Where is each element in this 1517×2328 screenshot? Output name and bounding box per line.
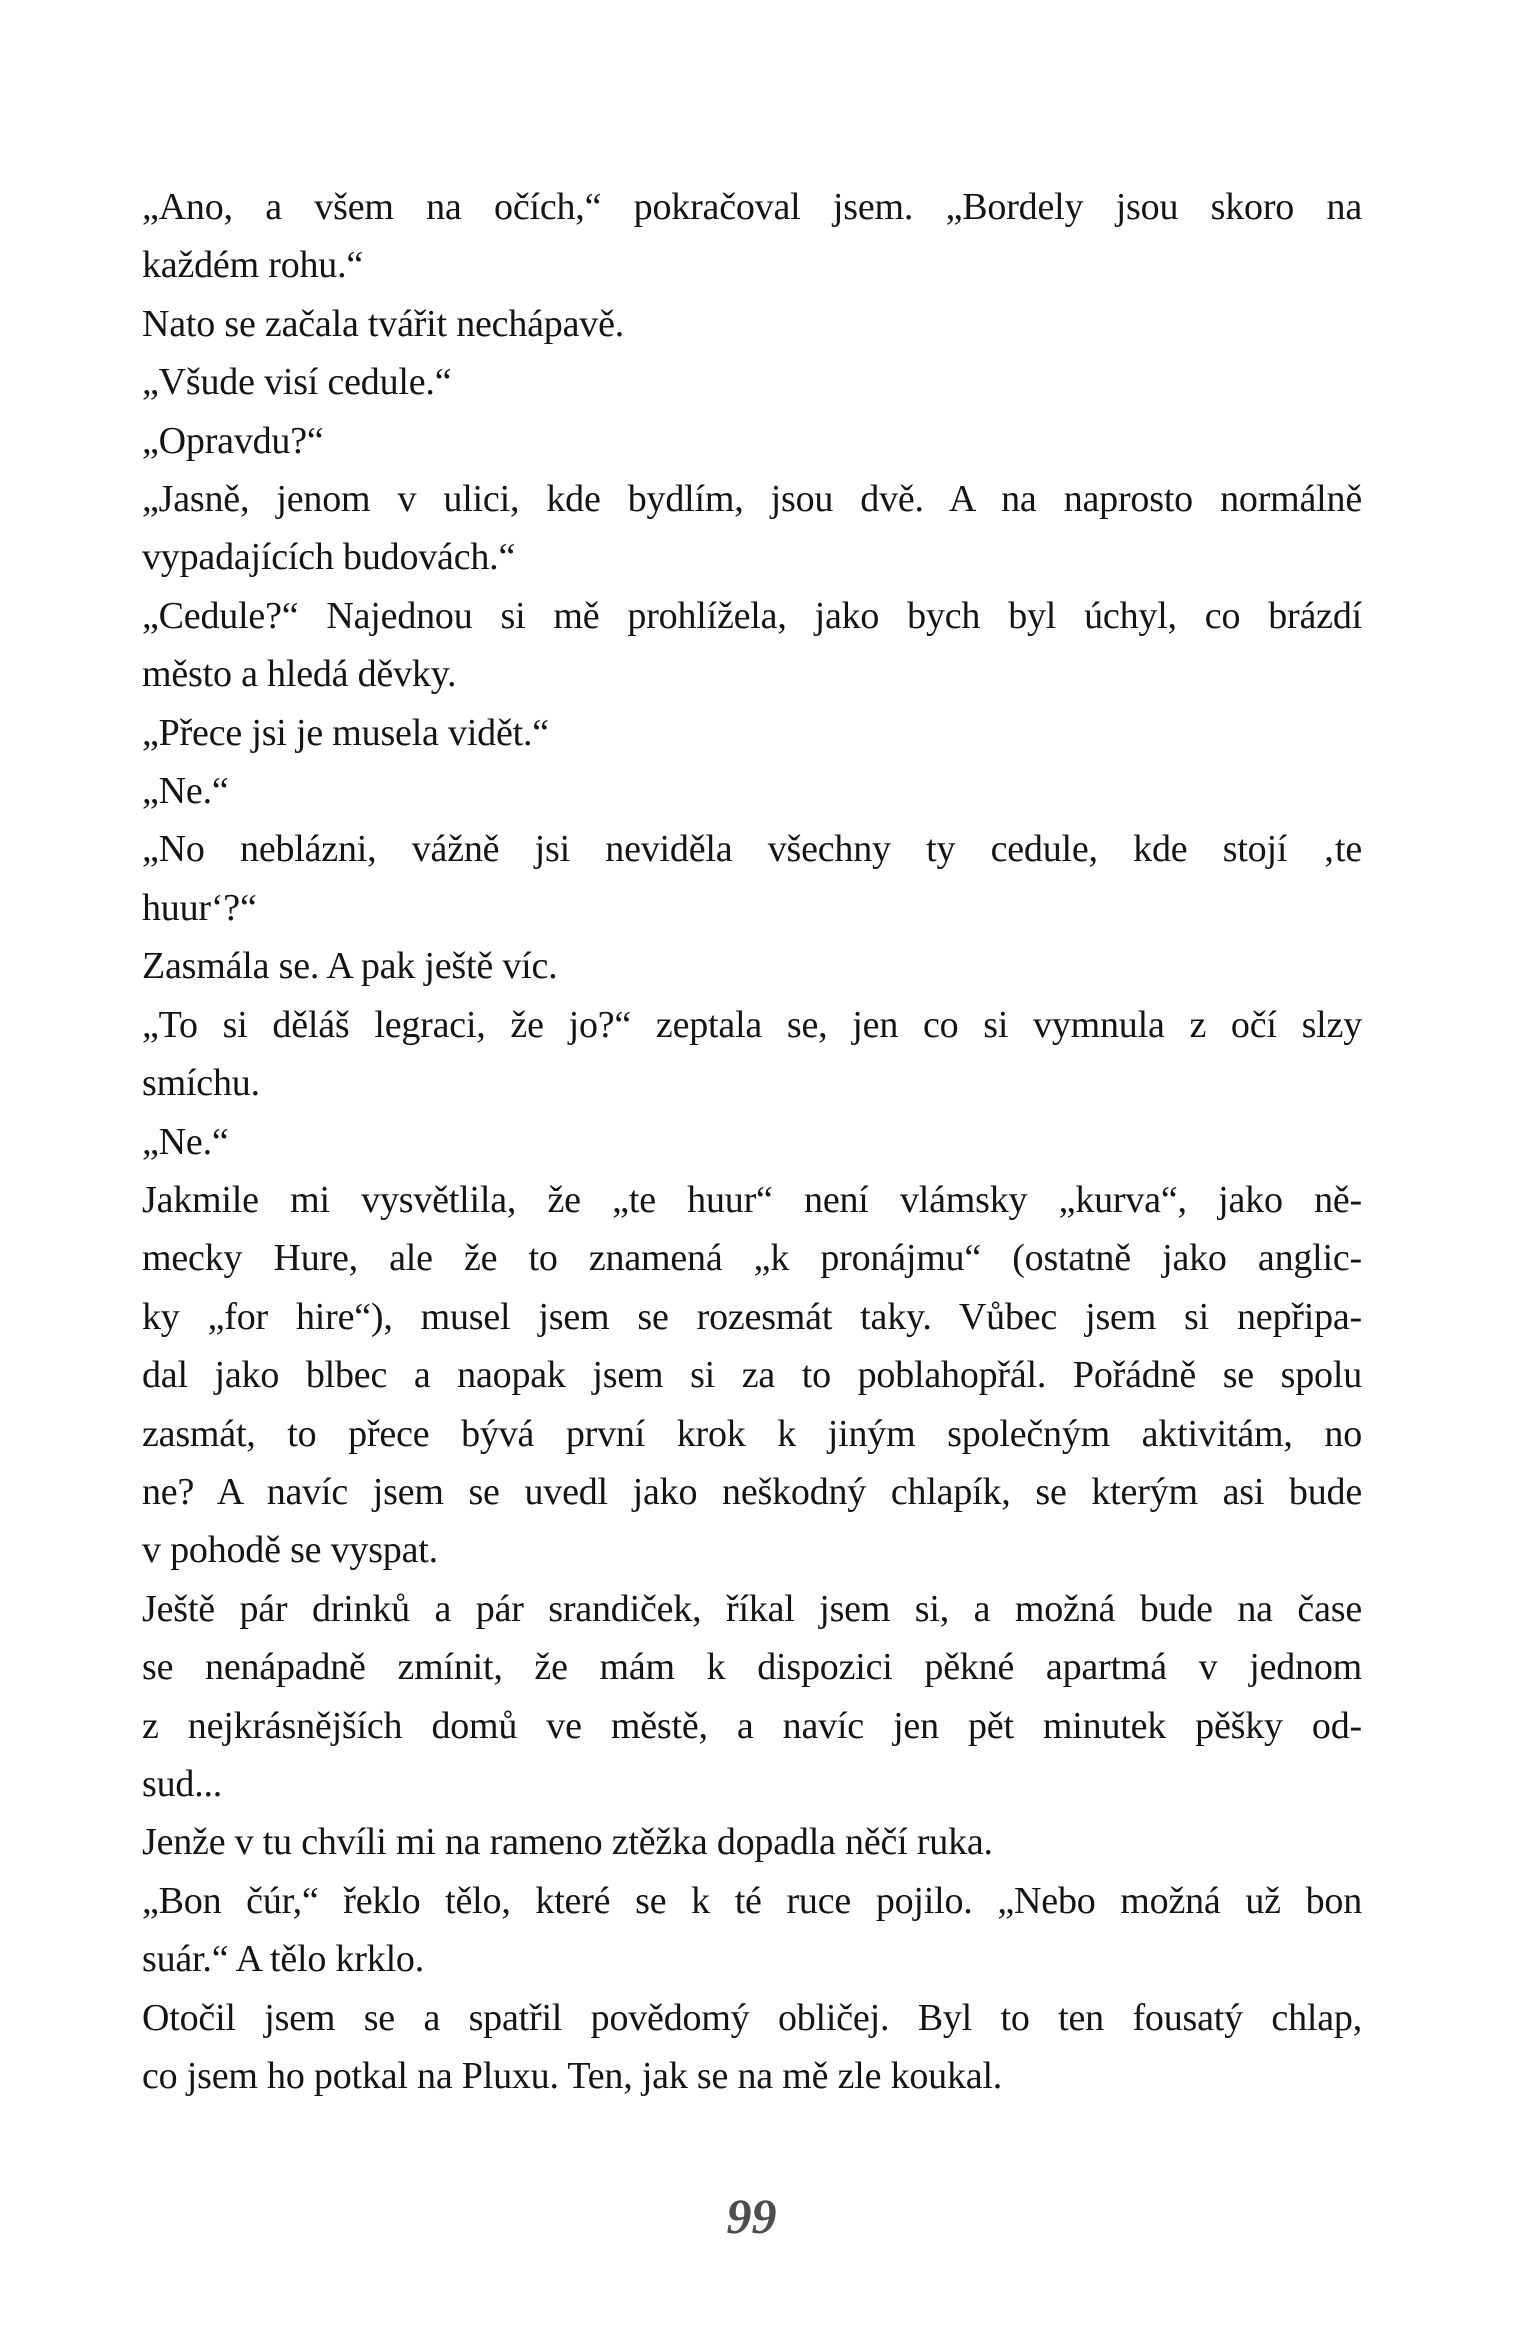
text-line: huur‘?“: [142, 886, 257, 929]
text-line: dal jako blbec a naopak jsem si za to poblahopřál. Pořádně se spolu: [142, 1354, 1362, 1397]
paragraph: [142, 762, 1362, 820]
text-line: „Všude visí cedule.“: [142, 361, 452, 404]
text-line: „Jasně, jenom v ulici, kde bydlím, jsou dvě. A na naprosto normálně: [142, 478, 1362, 521]
text-line: sud...: [142, 1762, 223, 1805]
text-line: „Přece jsi je musela vidět.“: [142, 711, 549, 754]
paragraph: [142, 996, 1362, 1113]
text-line: v pohodě se vyspat.: [142, 1529, 438, 1572]
text-line: ne? A navíc jsem se uvedl jako neškodný chlapík, se kterým asi bude: [142, 1470, 1362, 1513]
text-line: „Opravdu?“: [142, 419, 324, 462]
text-line: „Ano, a všem na očích,“ pokračoval jsem. „Bordely jsou skoro na: [142, 186, 1362, 228]
text-line: mecky Hure, ale že to znamená „k pronájmu“ (ostatně jako anglic-: [142, 1237, 1362, 1280]
paragraph: [142, 1580, 1362, 1814]
paragraph: [142, 295, 1362, 353]
paragraph: [142, 820, 1362, 937]
page-number: 99: [726, 2188, 777, 2244]
text-line: „No neblázni, vážně jsi neviděla všechny ty cedule, kde stojí ‚te: [142, 828, 1362, 871]
text-line: Nato se začala tvářit nechápavě.: [142, 302, 625, 345]
text-line: suár.“ A tělo krklo.: [142, 1938, 425, 1981]
text-line: každém rohu.“: [142, 244, 364, 287]
paragraph: [142, 1171, 1362, 1580]
paragraph: [142, 470, 1362, 587]
text-line: „Ne.“: [142, 1120, 229, 1163]
text-line: co jsem ho potkal na Pluxu. Ten, jak se na mě zle koukal.: [142, 2055, 1003, 2097]
text-line: Otočil jsem se a spatřil povědomý obličej. Byl to ten fousatý chlap,: [142, 1996, 1362, 2039]
text-line: ky „for hire“), musel jsem se rozesmát taky. Vůbec jsem si nepřipa-: [142, 1295, 1362, 1338]
text-line: Jakmile mi vysvětlila, že „te huur“ není vlámsky „kurva“, jako ně-: [142, 1178, 1362, 1221]
text-line: „Bon čúr,“ řeklo tělo, které se k té ruce pojilo. „Nebo možná už bon: [142, 1879, 1362, 1922]
text-line: „To si děláš legraci, že jo?“ zeptala se, jen co si vymnula z očí slzy: [142, 1003, 1362, 1046]
paragraph: [142, 178, 1362, 295]
paragraph: [142, 587, 1362, 704]
text-line: Zasmála se. A pak ještě víc.: [142, 945, 558, 988]
paragraph: [142, 412, 1362, 470]
text-line: město a hledá děvky.: [142, 653, 457, 696]
paragraph: [142, 1813, 1362, 1871]
text-line: vypadajících budovách.“: [142, 536, 516, 579]
paragraph: [142, 937, 1362, 995]
text-line: Jenže v tu chvíli mi na rameno ztěžka dopadla něčí ruka.: [142, 1821, 993, 1864]
text-line: z nejkrásnějších domů ve městě, a navíc jen pět minutek pěšky od-: [142, 1704, 1362, 1747]
paragraph: [142, 1872, 1362, 1989]
paragraph: [142, 1113, 1362, 1171]
text-line: „Ne.“: [142, 770, 229, 813]
text-line: zasmát, to přece bývá první krok k jiným společným aktivitám, no: [142, 1412, 1362, 1455]
paragraph: [142, 704, 1362, 762]
text-line: smíchu.: [142, 1062, 260, 1105]
page-text-block: [142, 178, 1362, 2105]
paragraph: [142, 353, 1362, 411]
paragraph: [142, 1989, 1362, 2106]
text-line: se nenápadně zmínit, že mám k dispozici pěkné apartmá v jednom: [142, 1646, 1362, 1689]
text-line: „Cedule?“ Najednou si mě prohlížela, jako bych byl úchyl, co brázdí: [142, 594, 1362, 637]
text-line: Ještě pár drinků a pár srandiček, říkal jsem si, a možná bude na čase: [142, 1587, 1362, 1630]
